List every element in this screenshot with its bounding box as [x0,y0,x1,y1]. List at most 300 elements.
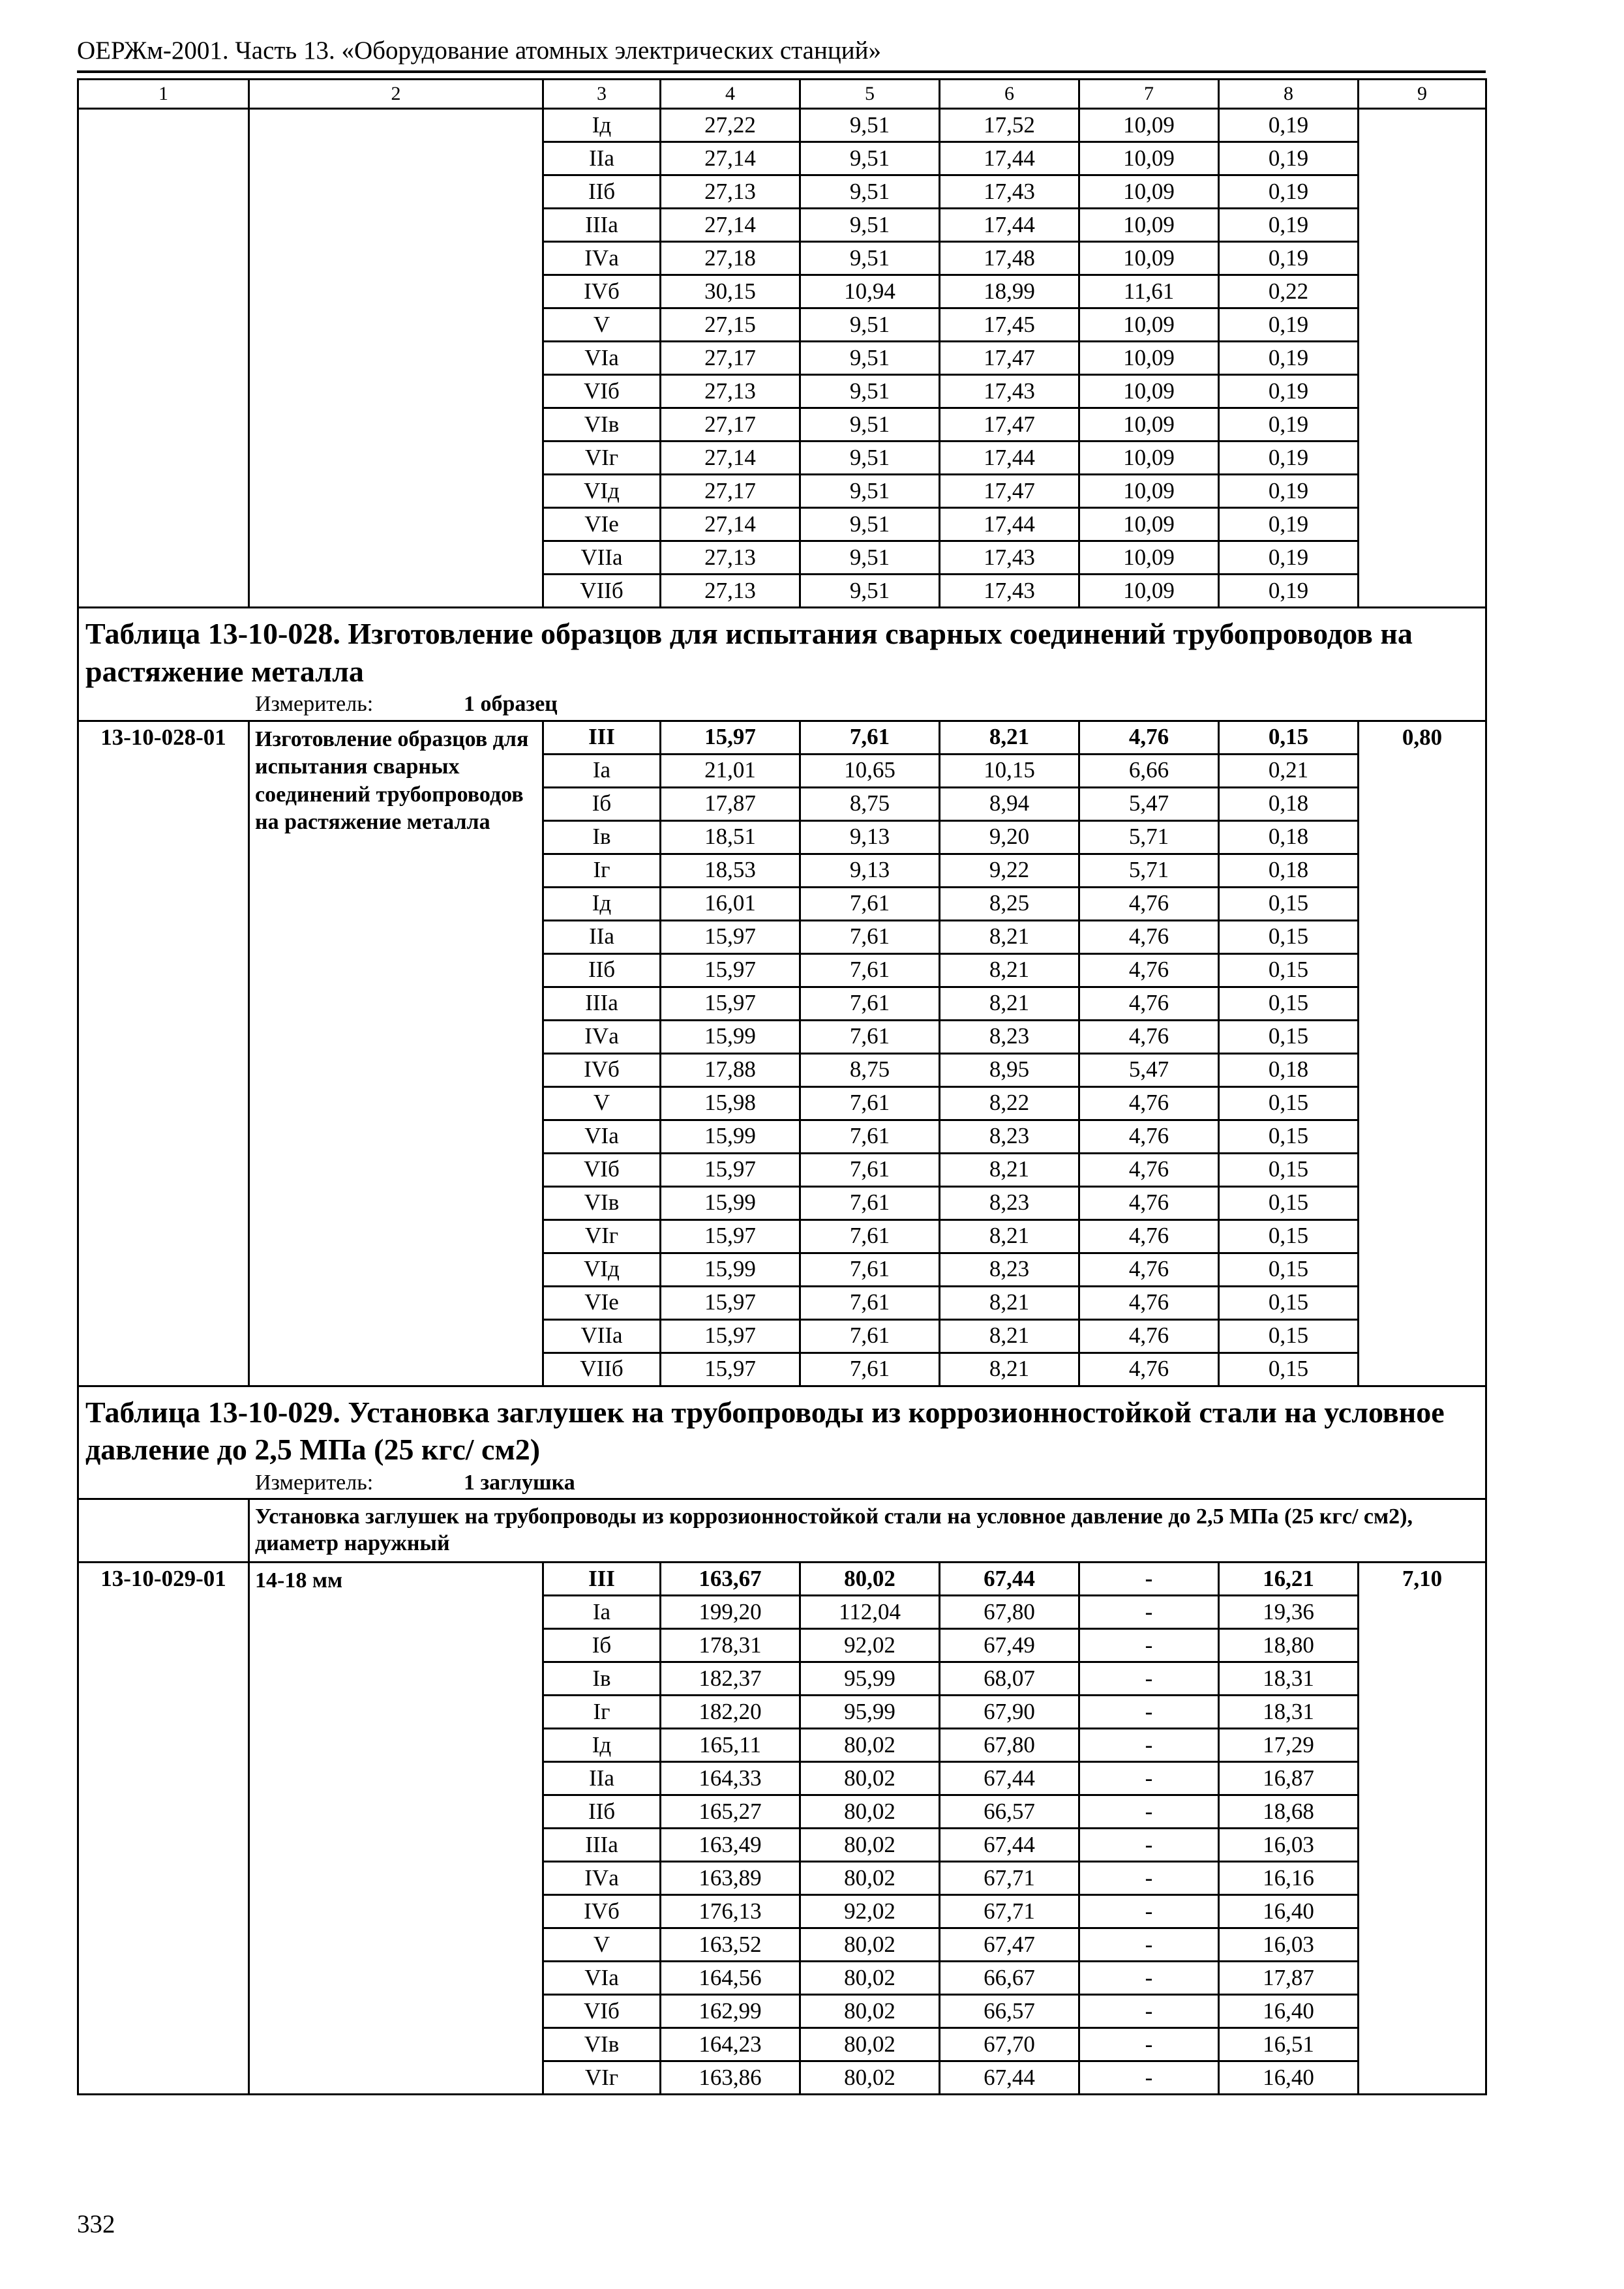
table-cell: Iв [543,1662,661,1695]
table-cell: IVб [543,1053,661,1086]
table-cell: 8,25 [940,887,1079,920]
table-cell: 15,97 [661,920,800,953]
table-cell: IVб [543,1894,661,1928]
table-cell: 4,76 [1079,1253,1219,1286]
table-row [78,109,1486,142]
table-cell: Iб [543,787,661,820]
table-cell: IIIа [543,1828,661,1861]
rate-description: 14-18 мм [249,1562,543,2094]
table-cell: 10,94 [800,275,940,308]
table-cell: 80,02 [800,2061,940,2094]
table-cell: 10,09 [1079,175,1219,209]
table-cell: 0,22 [1219,275,1359,308]
table-cell: 67,44 [940,2061,1079,2094]
table-cell: 9,51 [800,242,940,275]
table-cell: 9,51 [800,142,940,175]
table-cell: 17,44 [940,209,1079,242]
table-cell: 0,15 [1219,1286,1359,1319]
table-cell: 16,40 [1219,1894,1359,1928]
table-cell: 27,22 [661,109,800,142]
table-cell: IVб [543,275,661,308]
table-cell: 182,20 [661,1695,800,1728]
table-cell: 17,52 [940,109,1079,142]
table-cell: V [543,1928,661,1961]
table-cell: 17,88 [661,1053,800,1086]
table-title-cell [78,1386,1486,1499]
table-cell: 8,21 [940,1286,1079,1319]
table-cell: 15,97 [661,987,800,1020]
table-cell: 164,33 [661,1761,800,1795]
table-cell: 4,76 [1079,953,1219,987]
table-cell: 0,21 [1219,754,1359,787]
table-cell: 178,31 [661,1628,800,1662]
table-cell: - [1079,1828,1219,1861]
table-cell: Iб [543,1628,661,1662]
table-cell: 4,76 [1079,1353,1219,1386]
table-cell: 16,03 [1219,1828,1359,1861]
table-cell: 95,99 [800,1662,940,1695]
table-cell: 17,43 [940,541,1079,575]
table-cell: 15,99 [661,1120,800,1153]
table-cell: - [1079,1894,1219,1928]
table-cell: 4,76 [1079,887,1219,920]
table-cell: 10,15 [940,754,1079,787]
table-cell: 10,09 [1079,475,1219,508]
rates-table-body [78,80,1486,2095]
table-cell: 163,86 [661,2061,800,2094]
table-cell: 0,19 [1219,109,1359,142]
table-cell: 10,09 [1079,508,1219,541]
table-cell: 4,76 [1079,920,1219,953]
table-cell: 0,15 [1219,920,1359,953]
table-cell: 0,15 [1219,1020,1359,1053]
measure-line [85,693,1479,716]
table-cell: 7,61 [800,987,940,1020]
table-cell: 9,51 [800,109,940,142]
table-cell: 10,09 [1079,209,1219,242]
table-cell: 0,15 [1219,887,1359,920]
table-cell: VIб [543,375,661,408]
page-header: ОЕРЖм-2001. Часть 13. «Оборудование атомных электрических станций» [77,37,881,65]
table-cell: 16,16 [1219,1861,1359,1894]
table-cell: VIд [543,1253,661,1286]
column-number: 5 [800,80,940,109]
table-cell: 7,61 [800,920,940,953]
table-cell: VIа [543,342,661,375]
column-number-row [78,80,1486,109]
table-cell: 0,18 [1219,1053,1359,1086]
table-cell: 66,57 [940,1994,1079,2027]
table-cell: 8,21 [940,1219,1079,1253]
table-title-row [78,608,1486,721]
table-cell: 0,19 [1219,441,1359,475]
table-cell: IVа [543,1020,661,1053]
table-cell: 15,98 [661,1086,800,1120]
measure-value: 1 образец [464,692,558,716]
table-cell: - [1079,1861,1219,1894]
table-title-cell [78,608,1486,721]
table-cell: 9,51 [800,541,940,575]
table-cell: 27,15 [661,308,800,342]
table-cell: 7,61 [800,1319,940,1353]
table-cell: 17,29 [1219,1728,1359,1761]
table-cell: 7,61 [800,1286,940,1319]
table-cell: 17,43 [940,575,1079,608]
table-cell: 4,76 [1079,987,1219,1020]
table-cell: 7,61 [800,1086,940,1120]
rate-col9: 7,10 [1359,1562,1486,2094]
table-cell: - [1079,1795,1219,1828]
table-cell: 15,99 [661,1186,800,1219]
table-cell: Iа [543,1595,661,1628]
table-cell: 21,01 [661,754,800,787]
table-cell: 16,40 [1219,2061,1359,2094]
table-cell: 7,61 [800,1219,940,1253]
table-row [78,721,1486,754]
table-cell: 80,02 [800,1961,940,1994]
table-cell: 8,23 [940,1253,1079,1286]
table-cell: 17,43 [940,175,1079,209]
table-cell: 7,61 [800,1186,940,1219]
table-cell: III [543,1562,661,1595]
table-cell: 16,40 [1219,1994,1359,2027]
table-cell: 165,27 [661,1795,800,1828]
table-cell: Iд [543,109,661,142]
table-cell: V [543,1086,661,1120]
column-number: 2 [249,80,543,109]
table-cell: 67,90 [940,1695,1079,1728]
table-cell: 0,15 [1219,1186,1359,1219]
table-cell: VIв [543,1186,661,1219]
table-cell: 18,31 [1219,1695,1359,1728]
table-cell: 18,99 [940,275,1079,308]
table-cell: 80,02 [800,1994,940,2027]
table-cell: - [1079,1628,1219,1662]
measure-label: Измеритель: [255,692,374,716]
table-cell: - [1079,1928,1219,1961]
table-cell: 66,57 [940,1795,1079,1828]
table-cell: 9,51 [800,342,940,375]
table-cell: 5,71 [1079,820,1219,854]
table-cell: 67,71 [940,1894,1079,1928]
table-cell: 9,51 [800,375,940,408]
table-cell: VIг [543,1219,661,1253]
table-cell: 16,87 [1219,1761,1359,1795]
table-title: Таблица 13-10-029. Установка заглушек на трубопроводы из коррозионностойкой стали на условное давление до 2,5 МПа (25 кгс/ см2) [85,1395,1445,1467]
table-cell: 112,04 [800,1595,940,1628]
table-cell: 17,47 [940,342,1079,375]
table-cell: IIб [543,953,661,987]
table-cell: 0,19 [1219,142,1359,175]
table-cell: 199,20 [661,1595,800,1628]
table-cell: 7,61 [800,953,940,987]
table-cell: - [1079,1961,1219,1994]
table-cell: - [1079,1662,1219,1695]
table-cell: 6,66 [1079,754,1219,787]
table-cell: 9,51 [800,508,940,541]
table-cell: VIв [543,2027,661,2061]
table-cell: 8,21 [940,1153,1079,1186]
table-cell: 16,51 [1219,2027,1359,2061]
table-cell: 9,13 [800,854,940,887]
table-cell: 0,15 [1219,1120,1359,1153]
table-cell: 8,23 [940,1020,1079,1053]
table-cell: 17,45 [940,308,1079,342]
table-cell: 5,71 [1079,854,1219,887]
table-cell: 19,36 [1219,1595,1359,1628]
table-cell: 9,51 [800,408,940,441]
column-number: 4 [661,80,800,109]
table-cell: 0,19 [1219,242,1359,275]
table-cell: 0,18 [1219,820,1359,854]
table-cell: 9,51 [800,308,940,342]
table-cell: Iа [543,754,661,787]
column-number: 9 [1359,80,1486,109]
table-cell: 15,97 [661,1219,800,1253]
table-cell: 16,01 [661,887,800,920]
table-cell: 4,76 [1079,1153,1219,1186]
table-cell: 16,21 [1219,1562,1359,1595]
table-cell: 5,47 [1079,1053,1219,1086]
table-cell: 0,19 [1219,475,1359,508]
table-cell: 0,15 [1219,1353,1359,1386]
table-cell: 8,21 [940,987,1079,1020]
table-cell: 67,47 [940,1928,1079,1961]
table-cell: - [1079,2027,1219,2061]
table-cell: 0,19 [1219,408,1359,441]
table-cell: VIIб [543,1353,661,1386]
table-cell: IIа [543,920,661,953]
table-cell: 4,76 [1079,1120,1219,1153]
table-cell: 0,19 [1219,209,1359,242]
table-cell: 164,56 [661,1961,800,1994]
column-number: 1 [78,80,249,109]
table-cell: 0,15 [1219,953,1359,987]
table-cell: 8,21 [940,1319,1079,1353]
rates-table [77,78,1487,2095]
table-cell: V [543,308,661,342]
measure-line [85,1471,1479,1495]
table-cell: 4,76 [1079,1219,1219,1253]
table-cell: 80,02 [800,1861,940,1894]
table-cell: 10,09 [1079,342,1219,375]
table-cell: 8,75 [800,787,940,820]
table-cell: 27,14 [661,441,800,475]
table-cell: 9,13 [800,820,940,854]
table-cell: - [1079,1595,1219,1628]
table-cell: 4,76 [1079,1186,1219,1219]
table-cell: 27,17 [661,408,800,441]
table-cell: 66,67 [940,1961,1079,1994]
table-cell: 11,61 [1079,275,1219,308]
table-cell: IIа [543,142,661,175]
table-cell: 0,18 [1219,787,1359,820]
table-cell: 27,14 [661,209,800,242]
table-cell: 9,20 [940,820,1079,854]
table-cell: 68,07 [940,1662,1079,1695]
column-number: 6 [940,80,1079,109]
table-cell: 163,52 [661,1928,800,1961]
table-cell: 10,09 [1079,541,1219,575]
table-cell: 27,13 [661,375,800,408]
table-cell: 80,02 [800,1928,940,1961]
table-cell: 182,37 [661,1662,800,1695]
table-cell: 9,22 [940,854,1079,887]
table-cell: 4,76 [1079,1319,1219,1353]
table-cell: 80,02 [800,1728,940,1761]
table-cell: 9,51 [800,209,940,242]
table-cell: 0,19 [1219,308,1359,342]
subheading: Установка заглушек на трубопроводы из коррозионностойкой стали на условное давление до 2,5 МПа (25 кгс/ см2), диаметр наружный [249,1499,1486,1563]
table-cell: 27,13 [661,575,800,608]
table-cell: 27,18 [661,242,800,275]
table-cell: VIе [543,508,661,541]
table-cell: 80,02 [800,1795,940,1828]
table-cell: 15,97 [661,1319,800,1353]
table-cell: 10,09 [1079,109,1219,142]
table-cell: Iг [543,1695,661,1728]
table-cell: IIб [543,175,661,209]
table-cell: 27,17 [661,342,800,375]
table-cell: 0,19 [1219,342,1359,375]
table-cell: 17,87 [1219,1961,1359,1994]
table-cell: 15,97 [661,953,800,987]
table-cell: VIа [543,1120,661,1153]
table-cell: Iв [543,820,661,854]
table-cell: 18,53 [661,854,800,887]
rate-code: 13-10-028-01 [78,721,249,1386]
table-cell: 8,95 [940,1053,1079,1086]
table-row [78,1562,1486,1595]
table-cell: 67,80 [940,1595,1079,1628]
table-cell: IIб [543,1795,661,1828]
table-cell: IIIа [543,987,661,1020]
table-cell: 17,44 [940,441,1079,475]
table-cell: 7,61 [800,1020,940,1053]
table-cell: 0,15 [1219,1319,1359,1353]
table-cell: 18,51 [661,820,800,854]
table-cell: III [543,721,661,754]
measure-value: 1 заглушка [464,1470,575,1495]
table-cell: 0,18 [1219,854,1359,887]
table-cell: 27,14 [661,142,800,175]
table-cell: 15,97 [661,1353,800,1386]
rate-col9 [1359,109,1486,608]
table-cell: 8,21 [940,721,1079,754]
table-cell: 7,61 [800,1253,940,1286]
table-cell: 15,97 [661,721,800,754]
column-number: 3 [543,80,661,109]
rate-description [249,109,543,608]
measure-label: Измеритель: [255,1470,374,1495]
table-cell: 17,44 [940,142,1079,175]
table-cell: 30,15 [661,275,800,308]
table-cell: 0,15 [1219,1219,1359,1253]
table-cell: 8,21 [940,920,1079,953]
table-cell: VIг [543,2061,661,2094]
table-cell: 163,49 [661,1828,800,1861]
table-cell: 0,19 [1219,541,1359,575]
table-cell: Iд [543,1728,661,1761]
table-cell: - [1079,1761,1219,1795]
table-cell: 0,15 [1219,721,1359,754]
table-cell: 7,61 [800,1353,940,1386]
table-cell: VIIа [543,541,661,575]
table-cell: VIIа [543,1319,661,1353]
table-cell: - [1079,1695,1219,1728]
table-cell: 164,23 [661,2027,800,2061]
table-cell: VIг [543,441,661,475]
table-title: Таблица 13-10-028. Изготовление образцов для испытания сварных соединений трубопроводов на растяжение металла [85,617,1413,688]
table-cell: 27,17 [661,475,800,508]
table-cell: VIд [543,475,661,508]
table-cell: - [1079,1994,1219,2027]
table-cell: 17,47 [940,475,1079,508]
table-title-row [78,1386,1486,1499]
table-cell: 17,44 [940,508,1079,541]
table-cell: VIб [543,1994,661,2027]
table-cell: 10,09 [1079,441,1219,475]
table-cell: - [1079,1728,1219,1761]
table-cell: 18,31 [1219,1662,1359,1695]
table-cell: Iг [543,854,661,887]
table-cell: 17,43 [940,375,1079,408]
table-cell: 67,70 [940,2027,1079,2061]
table-cell: 0,19 [1219,175,1359,209]
table-cell: 18,80 [1219,1628,1359,1662]
table-cell: 0,19 [1219,375,1359,408]
rate-code: 13-10-029-01 [78,1562,249,2094]
table-cell: 17,47 [940,408,1079,441]
table-cell: VIIб [543,575,661,608]
table-cell: 10,09 [1079,308,1219,342]
table-cell: 10,65 [800,754,940,787]
table-cell: 7,61 [800,887,940,920]
table-cell: - [1079,1562,1219,1595]
table-cell: 9,51 [800,441,940,475]
table-cell: 16,03 [1219,1928,1359,1961]
table-cell: 8,21 [940,953,1079,987]
table-cell: 4,76 [1079,721,1219,754]
table-cell: 4,76 [1079,1286,1219,1319]
table-cell: 80,02 [800,2027,940,2061]
header-rule [77,70,1486,73]
table-cell: IVа [543,242,661,275]
table-cell: IIа [543,1761,661,1795]
table-cell: 163,67 [661,1562,800,1595]
table-cell: 165,11 [661,1728,800,1761]
table-cell: IIIа [543,209,661,242]
table-cell: VIа [543,1961,661,1994]
table-cell: 15,99 [661,1253,800,1286]
table-cell: 4,76 [1079,1086,1219,1120]
table-cell: 9,51 [800,475,940,508]
table-cell: 80,02 [800,1562,940,1595]
table-cell: 67,44 [940,1828,1079,1861]
subheading-row [78,1499,1486,1563]
table-cell: 9,51 [800,575,940,608]
table-cell: VIб [543,1153,661,1186]
table-cell: 10,09 [1079,242,1219,275]
table-cell: 92,02 [800,1628,940,1662]
table-cell: 5,47 [1079,787,1219,820]
table-cell: - [1079,2061,1219,2094]
table-cell: 15,97 [661,1153,800,1186]
table-cell: 8,94 [940,787,1079,820]
table-cell: 8,22 [940,1086,1079,1120]
table-cell: 17,48 [940,242,1079,275]
table-cell: 17,87 [661,787,800,820]
